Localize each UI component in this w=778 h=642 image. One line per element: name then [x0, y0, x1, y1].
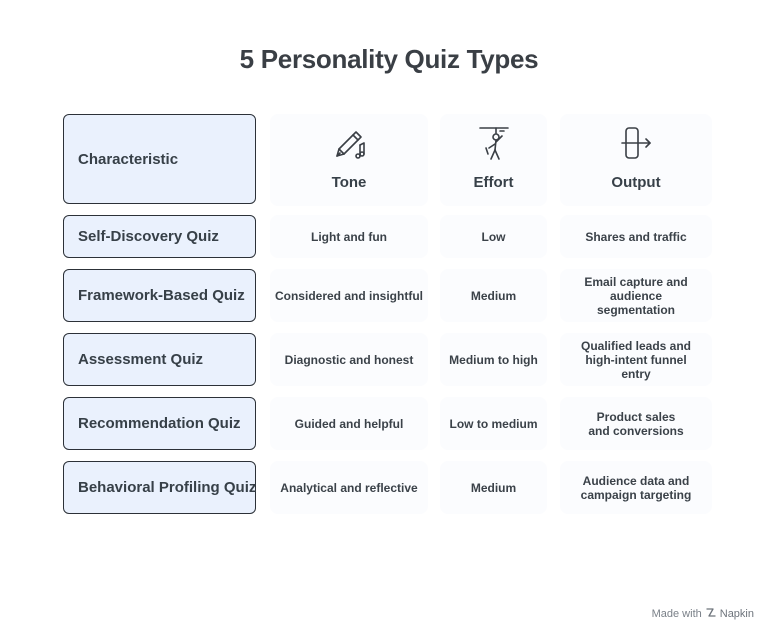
footer-brand: Napkin [719, 608, 754, 620]
row-label-text: Recommendation Quiz [78, 415, 241, 432]
cell-output [560, 461, 712, 514]
cell-text: Light and fun [311, 229, 387, 244]
row-label-framework-based [63, 269, 256, 322]
footer-attribution [652, 607, 754, 621]
row-label-text: Self-Discovery Quiz [78, 228, 219, 245]
row-label-text: Framework-Based Quiz [78, 287, 245, 304]
row-label-text: Assessment Quiz [78, 351, 204, 368]
cell-text: Diagnostic and honest [284, 352, 414, 367]
cell-text: Email capture and audience segmentation [584, 274, 688, 317]
cell-text: Low to medium [449, 416, 538, 431]
cell-effort [440, 269, 547, 322]
cell-tone [270, 397, 428, 450]
footer-made-with: Made with [651, 608, 702, 620]
page-title: 5 Personality Quiz Types [239, 44, 539, 74]
header-row-label [63, 114, 256, 204]
column-header-tone-label: Tone [331, 174, 367, 191]
row-label-self-discovery [63, 215, 256, 258]
column-header-tone [270, 114, 428, 206]
cell-effort [440, 397, 547, 450]
pen-music-icon [329, 124, 369, 169]
cell-text: Medium [470, 288, 517, 303]
cell-text: Medium to high [449, 352, 538, 367]
cell-output [560, 397, 712, 450]
row-label-text: Behavioral Profiling Quiz [78, 479, 257, 496]
cell-text: Guided and helpful [294, 416, 404, 431]
row-label-assessment [63, 333, 256, 386]
cell-text: Analytical and reflective [280, 480, 418, 495]
cell-text: Audience data and campaign targeting [580, 473, 692, 502]
cell-tone [270, 215, 428, 258]
cell-effort [440, 215, 547, 258]
cell-text: Product sales and conversions [588, 409, 684, 438]
cell-effort [440, 461, 547, 514]
cell-text: Low [481, 229, 506, 244]
cell-text: Qualified leads and high-intent funnel entry [580, 338, 692, 381]
header-row-label-text: Characteristic [78, 150, 179, 168]
column-header-effort [440, 114, 547, 206]
column-header-output-label: Output [611, 174, 661, 191]
cell-text: Shares and traffic [585, 229, 687, 244]
cell-output [560, 215, 712, 258]
cell-output [560, 269, 712, 322]
cell-tone [270, 461, 428, 514]
cell-effort [440, 333, 547, 386]
person-climbing-icon [474, 124, 514, 169]
cell-text: Considered and insightful [274, 288, 423, 303]
row-label-recommendation [63, 397, 256, 450]
cell-tone [270, 333, 428, 386]
cell-tone [270, 269, 428, 322]
output-arrow-icon [616, 124, 656, 169]
cell-text: Medium [470, 480, 517, 495]
row-label-behavioral-profiling [63, 461, 256, 514]
column-header-output [560, 114, 712, 206]
cell-output [560, 333, 712, 386]
column-header-effort-label: Effort [473, 174, 514, 191]
napkin-logo-icon [706, 607, 716, 621]
